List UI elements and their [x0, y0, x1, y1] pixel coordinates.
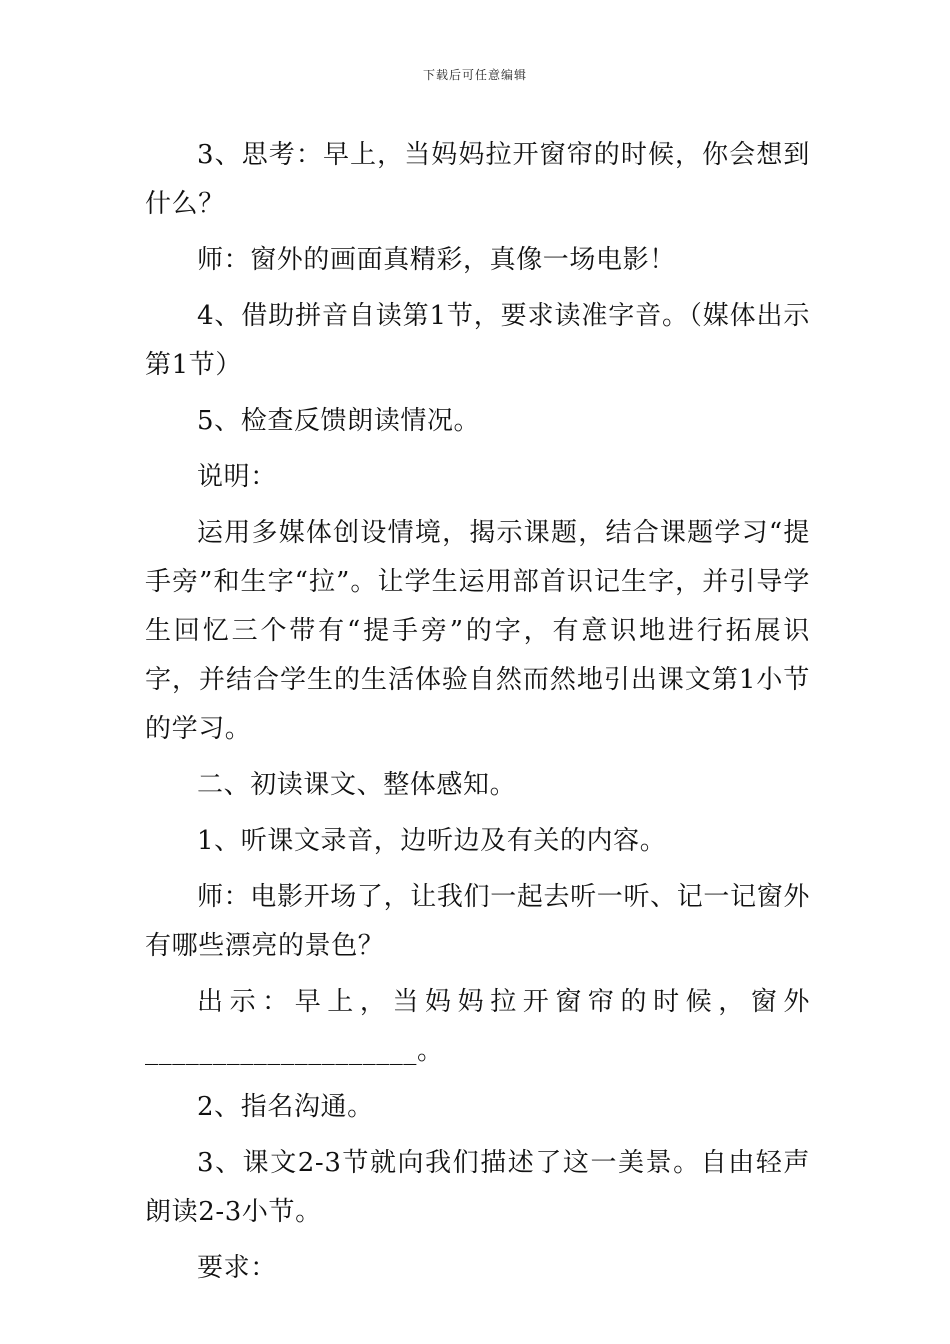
section-heading-first-reading: 二、初读课文、整体感知。	[197, 770, 517, 800]
paragraph-requirements: 要求：	[197, 1253, 277, 1283]
paragraph-listen-recording: 1、听课文录音，边听边及有关的内容。	[197, 826, 667, 856]
paragraph-teacher-movie: 师：电影开场了，让我们一起去听一听、记一记窗外有哪些漂亮的景色？	[145, 882, 810, 961]
paragraph-self-reading: 4、借助拼音自读第1节，要求读准字音。（媒体出示第1节）	[145, 301, 810, 380]
paragraph-explanation-body: 运用多媒体创设情境，揭示课题，结合课题学习“提手旁”和生字“拉”。让学生运用部首识记生字，并引导学生回忆三个带有“提手旁”的字，有意识地进行拓展识字，并结合学生的生活体验自然而然地引出课文第1小节的学习。	[145, 518, 810, 744]
paragraph-think-question: 3、思考：早上，当妈妈拉开窗帘的时候，你会想到什么？	[145, 140, 810, 219]
paragraph-read-sections: 3、课文2-3节就向我们描述了这一美景。自由轻声朗读2-3小节。	[145, 1148, 810, 1227]
paragraph-name-communicate: 2、指名沟通。	[197, 1092, 374, 1122]
paragraph-fill-blank: 出示：早上，当妈妈拉开窗帘的时候，窗外____________________。	[145, 987, 810, 1066]
document-body	[145, 131, 810, 1300]
paragraph-check-reading: 5、检查反馈朗读情况。	[197, 406, 481, 436]
paragraph-explanation-heading: 说明：	[197, 462, 277, 492]
paragraph-teacher-remark: 师：窗外的画面真精彩，真像一场电影！	[197, 245, 676, 275]
page-header: 下载后可任意编辑	[422, 68, 527, 82]
